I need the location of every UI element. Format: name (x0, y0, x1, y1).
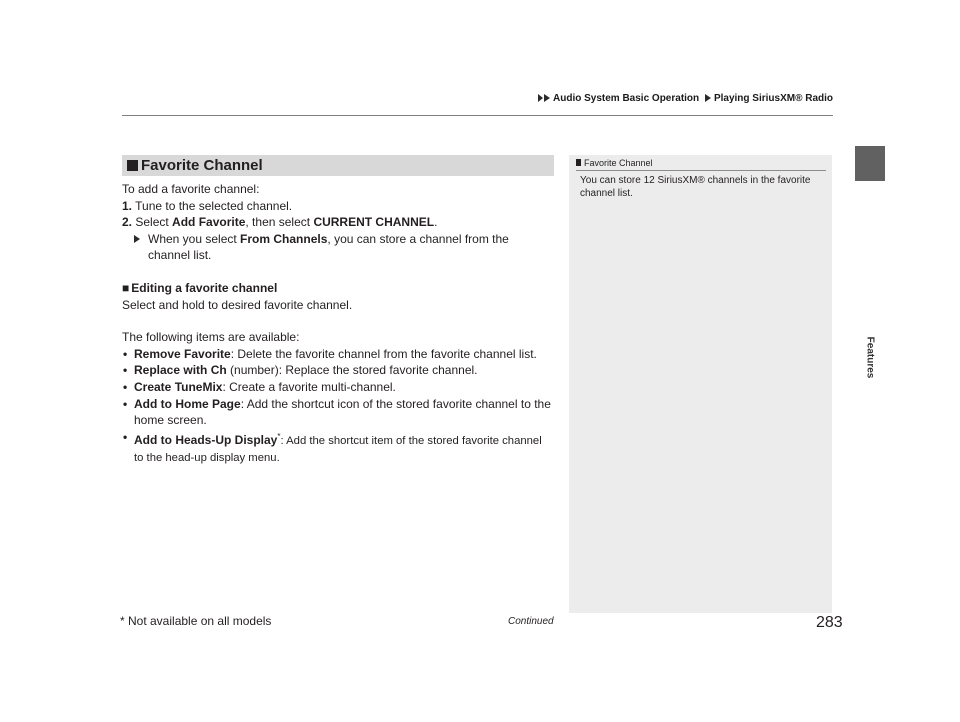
sidebar-text: You can store 12 SiriusXM® channels in the favorite channel list. (580, 175, 811, 199)
breadcrumb-item: Playing SiriusXM® Radio (713, 93, 833, 104)
sidebar-note (569, 155, 832, 613)
page-number: 283 (816, 614, 843, 631)
sidebar-title: Favorite Channel (576, 158, 826, 171)
sub-note: When you select From Channels, you can store a channel from the channel list. (122, 231, 554, 264)
arrow-icon (134, 235, 140, 243)
list-item: • Add to Heads-Up Display*: Add the shortcut item of the stored favorite channel to the head-up display menu. (123, 429, 542, 465)
subsection-title: ■ Editing a favorite channel (122, 280, 278, 295)
section-body (122, 181, 554, 467)
arrow-icon (538, 94, 543, 102)
breadcrumb-item: Audio System Basic Operation (553, 93, 700, 104)
section-tab-label: Features (864, 336, 876, 378)
step-item: 2. Select Add Favorite, then select CURRENT CHANNEL. (122, 215, 438, 230)
section-title: Favorite Channel (122, 155, 554, 176)
header-rule (122, 115, 833, 116)
items-intro: The following items are available: (122, 330, 300, 345)
subsection-text: Select and hold to desired favorite channel. (122, 297, 353, 312)
intro-text: To add a favorite channel: (122, 182, 260, 196)
square-bullet-icon (127, 160, 138, 171)
footnote: * Not available on all models (120, 614, 272, 628)
step-item: 1. Tune to the selected channel. (122, 198, 293, 213)
list-item: • Create TuneMix: Create a favorite multi-channel. (123, 379, 396, 394)
list-item: • Remove Favorite: Delete the favorite channel from the favorite channel list. (123, 346, 537, 361)
arrow-icon (544, 94, 550, 102)
continued-label: Continued (508, 616, 554, 627)
list-item: • Add to Home Page: Add the shortcut icon of the stored favorite channel to the home screen. (123, 396, 551, 428)
section-tab (855, 146, 885, 181)
list-item: • Replace with Ch (number): Replace the stored favorite channel. (123, 363, 478, 378)
breadcrumb (538, 93, 833, 104)
square-bullet-icon (576, 159, 581, 166)
arrow-icon (705, 94, 711, 102)
